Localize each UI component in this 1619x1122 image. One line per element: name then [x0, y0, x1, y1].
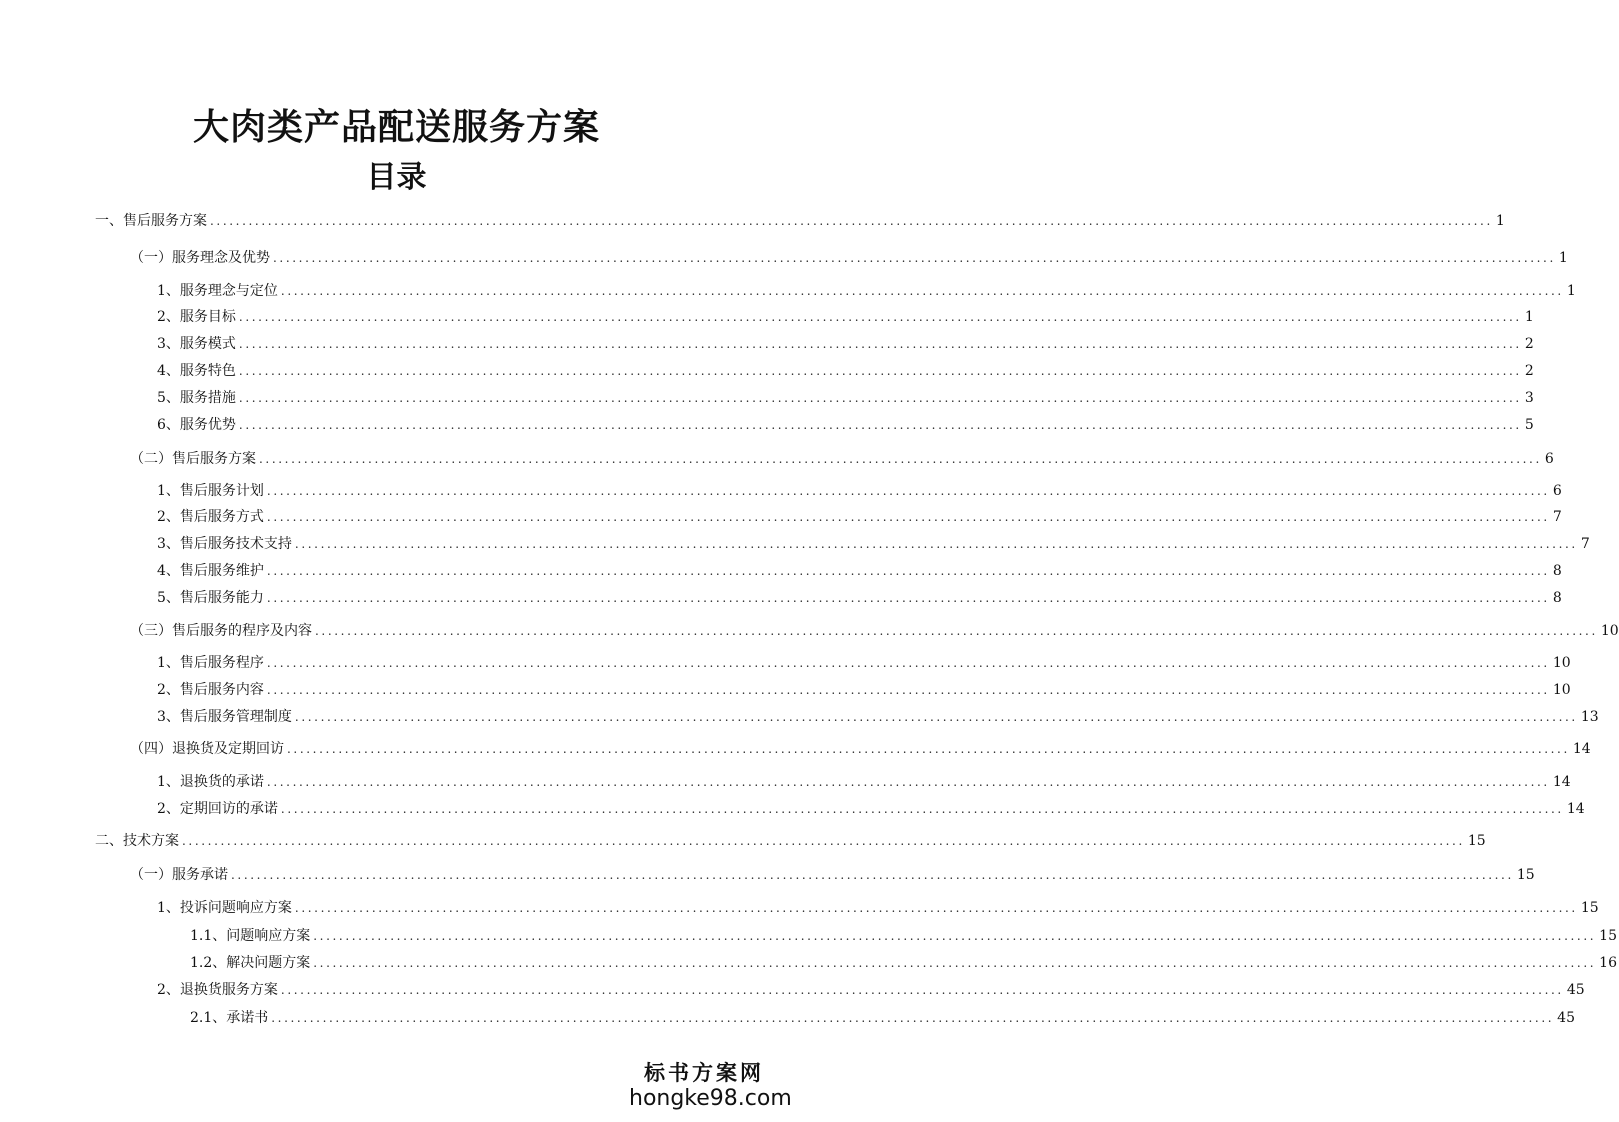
toc-entry[interactable] — [157, 652, 1571, 674]
toc-entry[interactable] — [157, 387, 1534, 409]
toc-entry-title: 售后服务程序 — [179, 655, 264, 671]
toc-dot-leader: ........................................................................................................................................................................................................ — [238, 391, 1522, 405]
toc-entry[interactable] — [157, 414, 1534, 436]
toc-entry-number: 1、 — [157, 283, 180, 299]
toc-entry[interactable] — [190, 952, 1617, 974]
toc-entry[interactable] — [157, 771, 1571, 793]
toc-entry-number: 二、 — [95, 833, 123, 849]
toc-entry-page: 15 — [1516, 867, 1535, 883]
toc-entry-title: 服务模式 — [179, 336, 236, 352]
toc-entry-number: 2、 — [157, 682, 180, 698]
toc-dot-leader: ........................................................................................................................................................................................................ — [271, 1011, 1555, 1025]
toc-entry[interactable] — [157, 333, 1534, 355]
toc-entry-page: 14 — [1572, 741, 1591, 757]
toc-entry-number: 3、 — [157, 336, 180, 352]
toc-entry-page: 2 — [1524, 363, 1534, 379]
toc-entry-title: 售后服务方式 — [179, 509, 264, 525]
toc-entry-title: 问题响应方案 — [226, 928, 311, 944]
toc-entry-title: 投诉问题响应方案 — [179, 900, 292, 916]
toc-entry-title: 售后服务的程序及内容 — [172, 623, 312, 639]
toc-entry-number: 一、 — [95, 213, 123, 229]
toc-entry-number: 2、 — [157, 801, 180, 817]
toc-dot-leader: ........................................................................................................................................................................................................ — [313, 929, 1597, 943]
toc-dot-leader: ........................................................................................................................................................................................................ — [294, 901, 1578, 915]
toc-dot-leader: ........................................................................................................................................................................................................ — [294, 710, 1578, 724]
toc-entry-number: 1、 — [157, 900, 180, 916]
toc-entry-number: （一） — [130, 250, 172, 266]
toc-entry-number: 1.1、 — [190, 928, 227, 944]
toc-dot-leader: ........................................................................................................................................................................................................ — [266, 656, 1550, 670]
toc-dot-leader: ........................................................................................................................................................................................................ — [294, 537, 1578, 551]
toc-entry-number: 2、 — [157, 509, 180, 525]
toc-entry-page: 13 — [1580, 709, 1599, 725]
toc-entry[interactable] — [130, 864, 1535, 886]
toc-entry-page: 1 — [1566, 283, 1576, 299]
toc-entry[interactable] — [157, 360, 1534, 382]
toc-entry[interactable] — [157, 897, 1599, 919]
toc-entry-title: 承诺书 — [226, 1010, 269, 1026]
toc-entry-page: 1 — [1495, 213, 1505, 229]
toc-entry-page: 6 — [1544, 451, 1554, 467]
toc-entry-title: 技术方案 — [123, 833, 179, 849]
toc-entry-page: 1 — [1558, 250, 1568, 266]
toc-dot-leader: ........................................................................................................................................................................................................ — [266, 564, 1550, 578]
toc-entry-title: 售后服务维护 — [179, 563, 264, 579]
toc-entry[interactable] — [130, 247, 1568, 269]
toc-entry[interactable] — [190, 1007, 1575, 1029]
toc-entry-page: 3 — [1524, 390, 1534, 406]
toc-dot-leader: ........................................................................................................................................................................................................ — [313, 956, 1597, 970]
toc-entry-page: 2 — [1524, 336, 1534, 352]
toc-entry-number: 1、 — [157, 774, 180, 790]
toc-dot-leader: ........................................................................................................................................................................................................ — [266, 683, 1550, 697]
toc-entry[interactable] — [157, 587, 1562, 609]
toc-entry[interactable] — [157, 480, 1562, 502]
toc-heading: 目录 — [366, 160, 427, 195]
toc-entry-title: 售后服务内容 — [179, 682, 264, 698]
toc-entry-title: 退换货的承诺 — [179, 774, 264, 790]
toc-entry-number: 1.2、 — [190, 955, 227, 971]
watermark-chinese: 标书方案网 — [644, 1061, 764, 1085]
toc-entry[interactable] — [130, 620, 1619, 642]
toc-dot-leader: ........................................................................................................................................................................................................ — [259, 452, 1542, 466]
toc-entry-title: 服务优势 — [179, 417, 236, 433]
toc-entry-page: 7 — [1552, 509, 1562, 525]
toc-entry-number: 2、 — [157, 309, 180, 325]
toc-dot-leader: ........................................................................................................................................................................................................ — [231, 868, 1514, 882]
toc-dot-leader: ........................................................................................................................................................................................................ — [266, 510, 1550, 524]
toc-entry-page: 14 — [1552, 774, 1571, 790]
toc-entry[interactable] — [157, 533, 1590, 555]
toc-entry-page: 5 — [1524, 417, 1534, 433]
watermark-logo — [629, 1060, 792, 1112]
document-title: 大肉类产品配送服务方案 — [192, 107, 600, 148]
toc-entry[interactable] — [157, 798, 1585, 820]
toc-entry[interactable] — [157, 280, 1576, 302]
toc-dot-leader: ........................................................................................................................................................................................................ — [238, 364, 1522, 378]
toc-entry-title: 售后服务能力 — [179, 590, 264, 606]
toc-entry[interactable] — [157, 560, 1562, 582]
toc-entry-title: 退换货及定期回访 — [172, 741, 284, 757]
watermark-url: hongke98.com — [629, 1086, 792, 1111]
toc-entry-number: 1、 — [157, 483, 180, 499]
toc-entry-number: 2、 — [157, 982, 180, 998]
toc-entry[interactable] — [157, 979, 1585, 1001]
toc-dot-leader: ........................................................................................................................................................................................................ — [287, 742, 1570, 756]
toc-dot-leader: ........................................................................................................................................................................................................ — [238, 418, 1522, 432]
toc-entry-page: 15 — [1599, 928, 1617, 944]
toc-entry-page: 45 — [1566, 982, 1585, 998]
toc-dot-leader: ........................................................................................................................................................................................................ — [315, 624, 1598, 638]
toc-dot-leader: ........................................................................................................................................................................................................ — [266, 484, 1550, 498]
toc-entry-number: 3、 — [157, 709, 180, 725]
toc-entry-page: 6 — [1552, 483, 1562, 499]
toc-entry[interactable] — [157, 706, 1599, 728]
toc-entry[interactable] — [157, 506, 1562, 528]
toc-entry[interactable] — [95, 210, 1505, 232]
toc-dot-leader: ........................................................................................................................................................................................................ — [266, 775, 1550, 789]
toc-entry-number: 1、 — [157, 655, 180, 671]
toc-dot-leader: ........................................................................................................................................................................................................ — [182, 834, 1465, 848]
toc-entry-number: （一） — [130, 867, 172, 883]
toc-dot-leader: ........................................................................................................................................................................................................ — [280, 802, 1564, 816]
toc-entry[interactable] — [157, 306, 1534, 328]
toc-entry-number: 4、 — [157, 563, 180, 579]
toc-entry-page: 15 — [1467, 833, 1486, 849]
toc-entry-page: 8 — [1552, 590, 1562, 606]
toc-entry[interactable] — [190, 925, 1617, 947]
toc-entry-page: 15 — [1580, 900, 1599, 916]
toc-entry-page: 14 — [1566, 801, 1585, 817]
toc-entry-number: 3、 — [157, 536, 180, 552]
toc-entry-number: 2.1、 — [190, 1010, 227, 1026]
toc-entry-page: 45 — [1557, 1010, 1575, 1026]
toc-entry-title: 服务理念与定位 — [179, 283, 278, 299]
toc-dot-leader: ........................................................................................................................................................................................................ — [238, 310, 1522, 324]
toc-entry-page: 7 — [1580, 536, 1590, 552]
toc-entry-page: 10 — [1552, 655, 1571, 671]
toc-entry-title: 售后服务技术支持 — [179, 536, 292, 552]
toc-entry-title: 售后服务计划 — [179, 483, 264, 499]
toc-dot-leader: ........................................................................................................................................................................................................ — [273, 251, 1556, 265]
toc-entry[interactable] — [95, 830, 1486, 852]
toc-entry-number: （二） — [130, 451, 172, 467]
toc-entry-title: 定期回访的承诺 — [179, 801, 278, 817]
toc-entry-number: （四） — [130, 741, 172, 757]
toc-entry-page: 16 — [1599, 955, 1617, 971]
toc-entry-number: （三） — [130, 623, 172, 639]
toc-entry[interactable] — [130, 738, 1591, 760]
toc-entry-page: 8 — [1552, 563, 1562, 579]
toc-entry-title: 售后服务方案 — [172, 451, 256, 467]
toc-entry-title: 服务措施 — [179, 390, 236, 406]
toc-dot-leader: ........................................................................................................................................................................................................ — [280, 983, 1564, 997]
toc-entry-number: 5、 — [157, 590, 180, 606]
toc-dot-leader: ........................................................................................................................................................................................................ — [266, 591, 1550, 605]
toc-dot-leader: ........................................................................................................................................................................................................ — [280, 284, 1564, 298]
toc-entry-title: 售后服务管理制度 — [179, 709, 292, 725]
toc-entry-title: 售后服务方案 — [123, 213, 207, 229]
toc-entry-page: 10 — [1552, 682, 1571, 698]
toc-entry[interactable] — [157, 679, 1571, 701]
toc-entry-title: 服务特色 — [179, 363, 236, 379]
toc-entry-title: 解决问题方案 — [226, 955, 311, 971]
toc-entry-number: 5、 — [157, 390, 180, 406]
toc-entry-title: 服务承诺 — [172, 867, 228, 883]
toc-entry-title: 服务理念及优势 — [172, 250, 270, 266]
toc-entry-page: 1 — [1524, 309, 1534, 325]
toc-entry-page: 10 — [1600, 623, 1619, 639]
toc-entry-title: 服务目标 — [179, 309, 236, 325]
toc-dot-leader: ........................................................................................................................................................................................................ — [238, 337, 1522, 351]
toc-entry-number: 6、 — [157, 417, 180, 433]
toc-entry-title: 退换货服务方案 — [179, 982, 278, 998]
toc-entry-number: 4、 — [157, 363, 180, 379]
toc-entry[interactable] — [130, 448, 1554, 470]
toc-dot-leader: ........................................................................................................................................................................................................ — [210, 214, 1493, 228]
